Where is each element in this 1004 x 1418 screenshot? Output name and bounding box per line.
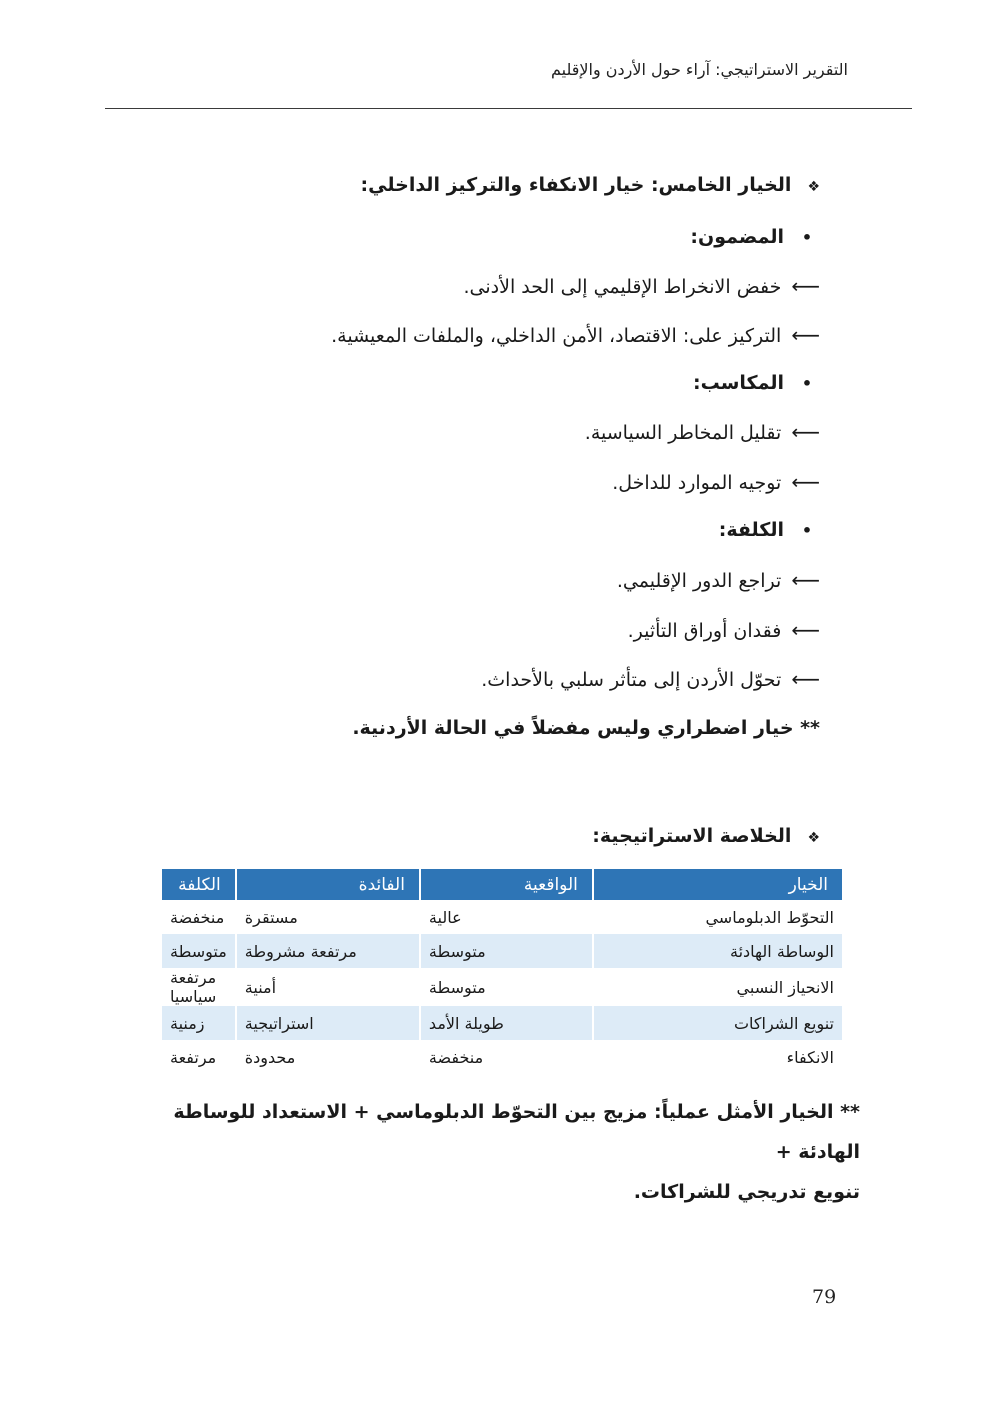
option5-heading: الخيار الخامس: خيار الانكفاء والتركيز الداخلي: [360, 174, 792, 196]
table-row [162, 934, 842, 968]
table-cell: مستقرة [236, 900, 420, 934]
column-header-realism: الواقعية [420, 869, 593, 900]
header-divider [105, 108, 912, 109]
table-cell: أمنية [236, 968, 420, 1006]
cost-label-row [130, 519, 830, 541]
column-header-cost: الكلفة [162, 869, 236, 900]
final-recommendation [120, 1092, 860, 1212]
final-recommendation-line2: تنويع تدريجي للشراكات. [633, 1181, 860, 1203]
column-header-benefit: الفائدة [236, 869, 420, 900]
table-row [162, 1006, 842, 1040]
left-arrow-icon: ⟵ [791, 274, 820, 298]
bullet-icon: • [801, 521, 813, 540]
table-cell: متوسطة [420, 968, 593, 1006]
list-item: ⟵تقليل المخاطر السياسية. [584, 420, 820, 444]
option5-note: ** خيار اضطراري وليس مفضلاً في الحالة الأردنية. [352, 717, 820, 739]
table-row [162, 900, 842, 934]
list-item: ⟵تحوّل الأردن إلى متأثر سلبي بالأحداث. [481, 667, 820, 691]
table-cell: مرتفعة سياسيا [170, 968, 217, 1006]
table-cell: عالية [420, 900, 593, 934]
table-cell: زمنية [162, 1006, 236, 1040]
table-row [162, 968, 842, 1006]
bullet-icon: • [801, 374, 813, 393]
left-arrow-icon: ⟵ [791, 618, 820, 642]
left-arrow-icon: ⟵ [791, 667, 820, 691]
cost-label: الكلفة: [718, 519, 784, 541]
content-label: المضمون: [690, 226, 784, 248]
table-cell: منخفضة [420, 1040, 593, 1074]
gains-label: المكاسب: [693, 372, 784, 394]
running-header: التقرير الاستراتيجي: آراء حول الأردن والإقليم [550, 60, 848, 79]
page-number: 79 [812, 1286, 837, 1308]
table-row [162, 1040, 842, 1074]
list-item: ⟵فقدان أوراق التأثير. [627, 618, 820, 642]
gains-label-row [130, 372, 830, 394]
table-cell: تنويع الشراكات [593, 1006, 842, 1040]
left-arrow-icon: ⟵ [791, 568, 820, 592]
list-item: ⟵تراجع الدور الإقليمي. [616, 568, 820, 592]
final-recommendation-line1: ** الخيار الأمثل عملياً: مزيج بين التحوّط الدبلوماسي + الاستعداد للوساطة الهادئة + [173, 1101, 860, 1163]
table-cell: متوسطة [420, 934, 593, 968]
table-cell: طويلة الأمد [420, 1006, 593, 1040]
left-arrow-icon: ⟵ [791, 420, 820, 444]
table-cell: الانحياز النسبي [593, 968, 842, 1006]
table-header-row [162, 869, 842, 900]
table-cell: محدودة [236, 1040, 420, 1074]
left-arrow-icon: ⟵ [791, 470, 820, 494]
left-arrow-icon: ⟵ [791, 323, 820, 347]
summary-table [162, 869, 842, 1074]
table-cell: الانكفاء [593, 1040, 842, 1074]
diamond-icon: ❖ [807, 830, 820, 846]
option5-heading-row [120, 174, 820, 196]
summary-heading-row [120, 825, 820, 847]
bullet-icon: • [801, 228, 813, 247]
diamond-icon: ❖ [807, 179, 820, 195]
list-item: ⟵توجيه الموارد للداخل. [612, 470, 820, 494]
column-header-option: الخيار [593, 869, 842, 900]
summary-heading: الخلاصة الاستراتيجية: [592, 825, 792, 847]
table-cell: التحوّط الدبلوماسي [593, 900, 842, 934]
table-cell: استراتيجية [236, 1006, 420, 1040]
table-cell: الوساطة الهادئة [593, 934, 842, 968]
list-item: ⟵خفض الانخراط الإقليمي إلى الحد الأدنى. [463, 274, 820, 298]
table-cell: مرتفعة مشروطة [236, 934, 420, 968]
table-cell: متوسطة [162, 934, 236, 968]
table-cell: مرتفعة [170, 1047, 217, 1067]
content-label-row [130, 226, 830, 248]
table-cell: منخفضة [170, 907, 225, 927]
list-item: ⟵التركيز على: الاقتصاد، الأمن الداخلي، والملفات المعيشية. [331, 323, 820, 347]
